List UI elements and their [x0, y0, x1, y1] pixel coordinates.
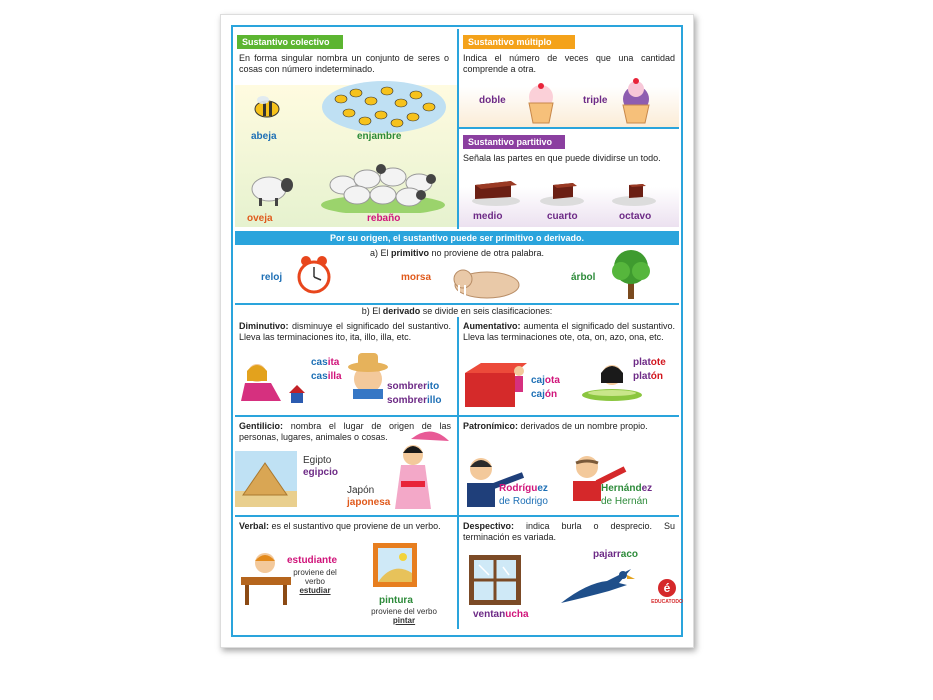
cake-eighth-icon — [611, 177, 657, 207]
octavo-label: octavo — [619, 211, 652, 222]
de-hernan-label: de Hernán — [601, 496, 648, 507]
egipto-label: Egipto — [303, 455, 332, 466]
divider — [235, 415, 679, 417]
sheep-icon — [247, 171, 295, 207]
platote-label: platote — [633, 357, 666, 368]
aumentativo-text: Aumentativo: aumenta el significado del sustantivo. Lleva las terminaciones ote, ota, on, azo, ona, etc. — [463, 321, 675, 342]
casita-label: casita — [311, 357, 340, 368]
window-icon — [469, 555, 521, 605]
boy-hat-icon — [345, 349, 391, 399]
cake-half-icon — [471, 177, 521, 207]
cake-quarter-icon — [539, 177, 585, 207]
estudiar-label: estudiar — [299, 586, 331, 595]
divider — [457, 317, 459, 629]
morsa-label: morsa — [401, 272, 432, 283]
japanese-girl-icon — [391, 425, 449, 513]
reloj-label: reloj — [261, 272, 283, 283]
ventanucha-label: ventanucha — [473, 609, 529, 620]
origen-banner: Por su origen, el sustantivo puede ser primitivo o derivado. — [235, 231, 679, 245]
egipcio-label: egipcio — [303, 467, 339, 478]
multiplo-header: Sustantivo múltiplo — [463, 35, 575, 49]
cajota-label: cajota — [531, 375, 560, 386]
box-icon — [461, 359, 527, 409]
doble-label: doble — [479, 95, 506, 106]
casilla-label: casilla — [311, 371, 342, 382]
de-rodrigo-label: de Rodrigo — [499, 496, 548, 507]
walrus-icon — [449, 263, 521, 301]
japonesa-label: japonesa — [347, 497, 391, 508]
clock-icon — [297, 255, 331, 297]
medio-label: medio — [473, 211, 503, 222]
flock-icon — [321, 155, 445, 213]
estudiante-label: estudiante — [287, 555, 338, 566]
pyramid-icon — [235, 451, 297, 507]
bird-icon — [557, 563, 637, 609]
brand-logo — [651, 579, 683, 625]
estudiante-source: proviene del verbo — [293, 568, 337, 586]
pintura-label: pintura — [379, 595, 413, 606]
diminutivo-text: Diminutivo: disminuye el significado del sustantivo. Lleva las terminaciones ito, ita, illo, illa, etc. — [239, 321, 451, 342]
divider — [457, 29, 459, 229]
cupcake-triple-icon — [617, 77, 655, 125]
pintar-label: pintar — [392, 616, 416, 625]
divider — [235, 515, 679, 517]
platon-label: platón — [633, 371, 663, 382]
rodriguez-label: Rodríguez — [499, 483, 548, 494]
pajarraco-label: pajarraco — [593, 549, 639, 560]
hernandez-label: Hernández — [601, 483, 653, 494]
cajon-label: cajón — [531, 389, 558, 400]
sombrerito-label: sombrerito — [387, 381, 440, 392]
multiplo-text: Indica el número de veces que una cantidad comprende a otra. — [463, 53, 675, 74]
poster — [220, 14, 694, 648]
oveja-label: oveja — [247, 213, 273, 224]
brand-logo-text: EDUCATODO — [651, 599, 683, 605]
girl-house-icon — [235, 361, 311, 407]
arbol-label: árbol — [571, 272, 596, 283]
gentilicio-text: Gentilicio: nombra el lugar de origen de las personas, lugares, animales o cosas. — [239, 421, 451, 442]
patronimico-text: Patronímico: derivados de un nombre propio. — [463, 421, 648, 431]
verbal-text: Verbal: es el sustantivo que proviene de un verbo. — [239, 521, 441, 531]
partitivo-text: Señala las partes en que puede dividirse un todo. — [463, 153, 661, 163]
despectivo-text: Despectivo: indica burla o desprecio. Su terminación es variada. — [463, 521, 675, 542]
cuarto-label: cuarto — [547, 211, 578, 222]
derivado-text: b) El derivado se divide en seis clasificaciones: — [361, 306, 553, 316]
painting-icon — [373, 543, 417, 593]
pintura-source: proviene del verbo — [371, 607, 437, 616]
colectivo-header: Sustantivo colectivo — [237, 35, 343, 49]
tree-icon — [609, 249, 653, 301]
brand-logo-mark: é — [658, 579, 676, 597]
cupcake-icon — [523, 81, 559, 125]
divider — [459, 127, 679, 129]
triple-label: triple — [583, 95, 608, 106]
swarm-icon — [321, 79, 447, 135]
bee-icon — [249, 93, 285, 121]
colectivo-text: En forma singular nombra un conjunto de seres o cosas con número indeterminado. — [239, 53, 449, 74]
partitivo-header: Sustantivo partitivo — [463, 135, 565, 149]
divider — [235, 303, 679, 305]
primitivo-text: a) El primitivo no proviene de otra palabra. — [369, 248, 545, 258]
japon-label: Japón — [347, 485, 375, 496]
abeja-label: abeja — [251, 131, 277, 142]
rebano-label: rebaño — [367, 213, 401, 224]
enjambre-label: enjambre — [357, 131, 402, 142]
sombrerillo-label: sombrerillo — [387, 395, 442, 406]
